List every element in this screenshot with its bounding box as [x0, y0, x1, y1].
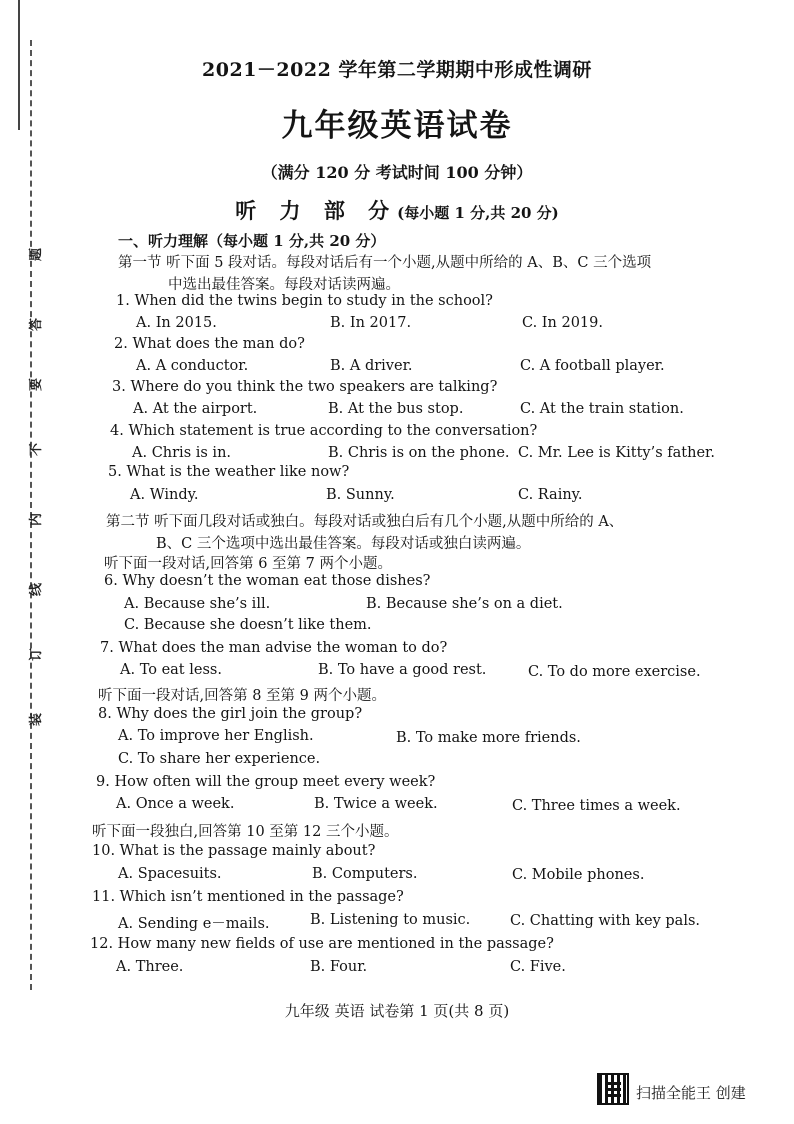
option-c: C. At the train station. — [520, 401, 684, 417]
option-b: B. Sunny. — [326, 487, 395, 503]
question-9: 9. How often will the group meet every week? — [96, 774, 436, 790]
option-c: C. Mobile phones. — [512, 867, 645, 883]
option-a: A. Spacesuits. — [118, 866, 222, 882]
option-a: A. Because she’s ill. — [124, 596, 271, 612]
option-b: B. Four. — [310, 959, 368, 975]
question-8: 8. Why does the girl join the group? — [98, 706, 363, 722]
option-c: C. Chatting with key pals. — [510, 913, 701, 929]
group-instruction: 听下面一段独白,回答第 10 至第 12 三个小题。 — [92, 824, 399, 840]
question-12: 12. How many new fields of use are mentioned in the passage? — [90, 936, 554, 952]
option-b: B. Twice a week. — [314, 796, 438, 812]
group-instruction: 听下面一段对话,回答第 8 至第 9 两个小题。 — [98, 688, 386, 704]
margin-char: 内 — [29, 512, 45, 527]
part-heading — [0, 195, 794, 225]
option-c: C. A football player. — [520, 358, 665, 374]
qr-code-icon — [597, 1073, 629, 1105]
option-c: C. Rainy. — [518, 487, 583, 503]
margin-char: 装 — [29, 712, 45, 727]
option-b: B. Chris is on the phone. — [328, 445, 510, 461]
option-b: B. Listening to music. — [310, 912, 471, 928]
exam-title: 九年级英语试卷 — [281, 108, 513, 144]
page-footer: 九年级 英语 试卷第 1 页(共 8 页) — [284, 1002, 510, 1020]
option-a: A. Three. — [116, 959, 184, 975]
option-c: C. Because she doesn’t like them. — [124, 617, 372, 633]
question-2: 2. What does the man do? — [114, 336, 305, 352]
option-a: A. To improve her English. — [118, 728, 314, 744]
margin-char: 线 — [29, 582, 45, 597]
option-a: A. At the airport. — [133, 401, 258, 417]
option-a: A. Once a week. — [116, 796, 235, 812]
option-c: C. Five. — [510, 959, 566, 975]
exam-session-title: 2021－2022 学年第二学期期中形成性调研 — [202, 59, 592, 81]
option-c: C. Three times a week. — [512, 798, 681, 814]
option-b: B. At the bus stop. — [328, 401, 464, 417]
section-heading: 一、听力理解（每小题 1 分,共 20 分） — [118, 232, 386, 250]
section-intro: 第二节 听下面几段对话或独白。每段对话或独白后有几个小题,从题中所给的 A、 — [106, 514, 624, 530]
question-7: 7. What does the man advise the woman to do? — [100, 640, 448, 656]
option-b: B. To have a good rest. — [318, 662, 487, 678]
section-intro: B、C 三个选项中选出最佳答案。每段对话或独白读两遍。 — [156, 536, 531, 552]
option-a: A. Windy. — [130, 487, 199, 503]
question-5: 5. What is the weather like now? — [108, 464, 350, 480]
option-b: B. To make more friends. — [396, 730, 581, 746]
exam-subtitle: （满分 120 分 考试时间 100 分钟） — [261, 163, 533, 182]
option-a: A. Sending e－mails. — [118, 916, 270, 932]
margin-char: 题 — [29, 247, 45, 262]
option-c: C. To do more exercise. — [528, 664, 701, 680]
option-c: C. Mr. Lee is Kitty’s father. — [518, 445, 715, 461]
section-intro: 第一节 听下面 5 段对话。每段对话后有一个小题,从题中所给的 A、B、C 三个选项 — [118, 255, 652, 271]
margin-char: 订 — [29, 647, 45, 662]
group-instruction: 听下面一段对话,回答第 6 至第 7 两个小题。 — [104, 556, 392, 572]
option-b: B. In 2017. — [330, 315, 412, 331]
section-intro: 中选出最佳答案。每段对话读两遍。 — [168, 277, 400, 293]
option-a: A. To eat less. — [120, 662, 222, 678]
option-c: C. To share her experience. — [118, 751, 321, 767]
question-3: 3. Where do you think the two speakers are talking? — [112, 379, 498, 395]
margin-char: 要 — [29, 377, 45, 392]
part-title: 听 力 部 分 — [235, 198, 398, 223]
question-1: 1. When did the twins begin to study in the school? — [116, 293, 493, 309]
question-10: 10. What is the passage mainly about? — [92, 843, 376, 859]
option-a: A. Chris is in. — [132, 445, 232, 461]
option-a: A. In 2015. — [136, 315, 217, 331]
question-6: 6. Why doesn’t the woman eat those dishes? — [104, 573, 431, 589]
option-a: A. A conductor. — [136, 358, 249, 374]
option-b: B. Computers. — [312, 866, 418, 882]
question-4: 4. Which statement is true according to the conversation? — [110, 423, 538, 439]
scanner-watermark: 扫描全能王 创建 — [636, 1084, 746, 1102]
question-11: 11. Which isn’t mentioned in the passage? — [92, 889, 404, 905]
margin-char: 答 — [29, 317, 45, 332]
option-b: B. Because she’s on a diet. — [366, 596, 563, 612]
part-note: (每小题 1 分,共 20 分) — [397, 204, 559, 222]
margin-char: 不 — [29, 442, 45, 457]
option-c: C. In 2019. — [522, 315, 603, 331]
option-b: B. A driver. — [330, 358, 413, 374]
